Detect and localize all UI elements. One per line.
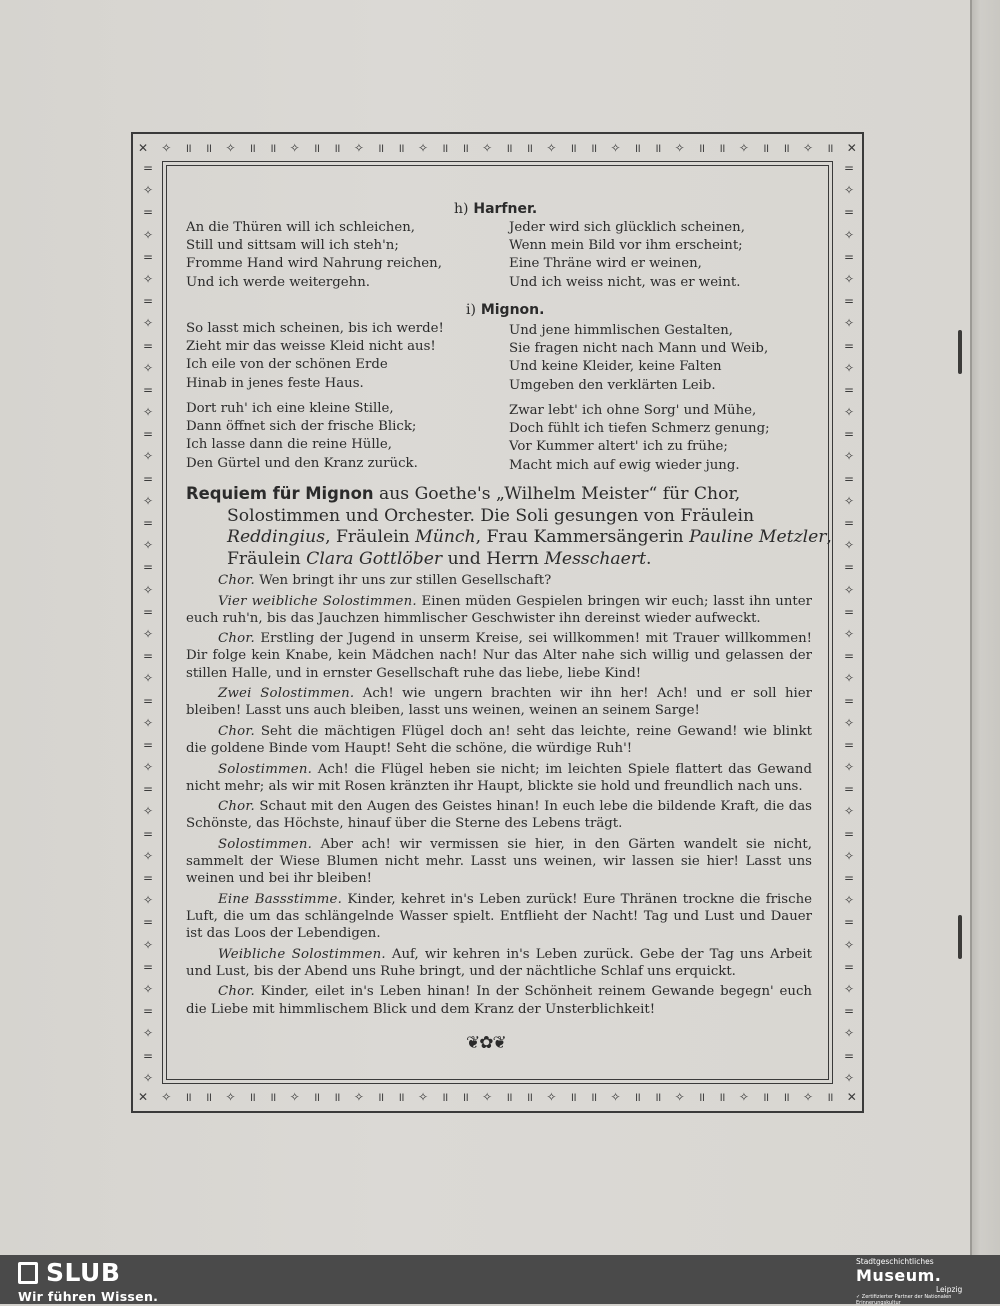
dialogue-text: Einen müden Gespielen bringen wir euch; lasst ihn unter euch ruh'n, bis das Jauchzen himmlischer Geschwister ihn dereinst wieder aufweckt. bbox=[186, 593, 812, 626]
museum-city: Leipzig bbox=[936, 1285, 963, 1294]
frame-ornament-glyph: ॥ bbox=[377, 1090, 385, 1104]
frame-ornament-glyph: = bbox=[142, 249, 154, 264]
frame-ornament-glyph: ॥ bbox=[697, 1090, 706, 1104]
frame-ornament-glyph: ॥ bbox=[782, 141, 790, 155]
mignon-verse-left-2: Dort ruh' ich eine kleine Stille, Dann öffnet sich der frische Blick; Ich lasse dann die reine Hülle, Den Gürtel und den Kranz zurück. bbox=[186, 401, 418, 471]
frame-ornament-glyph: ✧ bbox=[142, 893, 154, 908]
frame-ornament-glyph: ॥ bbox=[654, 1090, 662, 1104]
frame-ornament-glyph: ✧ bbox=[843, 1026, 855, 1041]
frame-ornament-glyph: ॥ bbox=[525, 1090, 534, 1104]
frame-ornament-glyph: ॥ bbox=[461, 141, 469, 155]
frame-ornament-glyph: ✧ bbox=[843, 538, 855, 553]
frame-ornament-glyph: ✧ bbox=[843, 582, 855, 597]
dialogue-paragraph bbox=[186, 593, 812, 627]
dialogue-speaker: Chor. bbox=[218, 631, 255, 647]
requiem-title: Requiem für Mignon aus Goethe's „Wilhelm Meister“ für Chor, Solostimmen und Orchester. Die Soli gesungen von Fräulein Reddingius, Fräulein Münch, Frau Kammersängerin Pauline Metzler, Fräulein Clara Gottlöber und Herrn Messchaert. bbox=[186, 484, 832, 569]
frame-ornament-glyph: ॥ bbox=[590, 141, 598, 155]
frame-ornament-glyph: ✧ bbox=[674, 1090, 685, 1104]
slub-logo-icon bbox=[18, 1262, 38, 1284]
frame-ornament-glyph: ✕ bbox=[846, 1090, 857, 1104]
frame-ornament-glyph: ✧ bbox=[843, 981, 855, 996]
frame-ornament-glyph: ✧ bbox=[843, 626, 855, 641]
frame-ornament-glyph: ✧ bbox=[225, 141, 236, 155]
frame-ornament-glyph: ✧ bbox=[482, 1090, 493, 1104]
frame-ornament-glyph: = bbox=[142, 205, 154, 220]
dialogue-paragraph bbox=[186, 983, 812, 1017]
dialogue-paragraph bbox=[186, 798, 812, 832]
frame-ornament-glyph: = bbox=[843, 249, 855, 264]
frame-ornament-glyph: ॥ bbox=[569, 1090, 577, 1104]
frame-ornament-glyph: ✧ bbox=[843, 227, 855, 242]
frame-ornament-glyph: = bbox=[142, 693, 154, 708]
frame-ornament-glyph: = bbox=[843, 161, 855, 175]
mignon-verse-right-1: Und jene himmlischen Gestalten, Sie fragen nicht nach Mann und Weib, Und keine Kleider, keine Falten Umgeben den verklärten Leib. bbox=[509, 323, 769, 393]
dialogue-text: Ach! wie ungern brachten wir ihn her! Ach! und er soll hier bleiben! Lasst uns auch bleiben, lasst uns weinen, weinen an seinem Sarge! bbox=[186, 686, 812, 719]
dialogue-text: Kinder, eilet in's Leben hinan! In der Schönheit reinem Gewande begegn' euch die Liebe mit himmlischem Blick und dem Kranz der Unsterblichkeit! bbox=[186, 984, 812, 1017]
frame-ornament-glyph: ✧ bbox=[142, 715, 154, 730]
museum-certification: ✓ Zertifizierter Partner der Nationalen Erinnerungskultur bbox=[856, 1294, 952, 1306]
frame-ornament-right bbox=[836, 162, 862, 1084]
frame-ornament-glyph: ॥ bbox=[377, 141, 385, 155]
frame-ornament-glyph: = bbox=[843, 560, 855, 575]
frame-ornament-left bbox=[135, 162, 161, 1084]
dialogue-paragraph bbox=[186, 946, 812, 980]
next-page-edge bbox=[970, 0, 1000, 1255]
frame-ornament-glyph: ✧ bbox=[142, 360, 154, 375]
frame-ornament-glyph: ✧ bbox=[142, 316, 154, 331]
frame-ornament-glyph: = bbox=[843, 205, 855, 220]
frame-ornament-glyph: ✧ bbox=[610, 141, 621, 155]
section-heading-mignon: i) Mignon. bbox=[466, 302, 545, 318]
dialogue-paragraph bbox=[186, 630, 812, 682]
frame-ornament-glyph: = bbox=[843, 959, 855, 974]
frame-ornament-glyph: ॥ bbox=[590, 1090, 598, 1104]
frame-ornament-glyph: = bbox=[142, 649, 154, 664]
frame-ornament-glyph: ॥ bbox=[205, 141, 213, 155]
frame-ornament-glyph: = bbox=[843, 604, 855, 619]
frame-ornament-glyph: = bbox=[843, 693, 855, 708]
frame-ornament-glyph: ✧ bbox=[843, 493, 855, 508]
frame-ornament-glyph: ✧ bbox=[610, 1090, 621, 1104]
frame-ornament-glyph: ॥ bbox=[505, 1090, 513, 1104]
dialogue-speaker: Chor. bbox=[218, 723, 255, 739]
frame-ornament-glyph: = bbox=[843, 871, 855, 885]
dialogue-text: Auf, wir kehren in's Leben zurück. Gebe der Tag uns Arbeit und Lust, bis der Abend uns Ruhe bringt, und der nächtliche Schlaf uns erquickt. bbox=[186, 946, 812, 979]
frame-ornament-glyph: ✧ bbox=[417, 1090, 429, 1104]
frame-ornament-glyph: = bbox=[843, 915, 855, 930]
frame-ornament-glyph: = bbox=[142, 294, 154, 309]
frame-ornament-glyph: ✧ bbox=[225, 1090, 236, 1104]
frame-ornament-glyph: ✧ bbox=[843, 760, 855, 775]
slub-logo-text: SLUB bbox=[46, 1258, 121, 1287]
frame-ornament-glyph: ✧ bbox=[482, 141, 493, 155]
frame-ornament-glyph: ॥ bbox=[782, 1090, 790, 1104]
frame-ornament-glyph: ॥ bbox=[248, 1090, 256, 1104]
frame-ornament-glyph: ॥ bbox=[505, 141, 513, 155]
frame-ornament-glyph: ॥ bbox=[697, 141, 706, 155]
frame-ornament-glyph: ✧ bbox=[546, 1090, 557, 1104]
frame-ornament-glyph: = bbox=[843, 516, 855, 530]
frame-ornament-glyph: ✧ bbox=[142, 937, 154, 952]
frame-ornament-glyph: = bbox=[142, 959, 154, 974]
frame-ornament-glyph: = bbox=[843, 826, 855, 841]
frame-ornament-glyph: ✧ bbox=[353, 141, 364, 155]
frame-ornament-glyph: = bbox=[843, 427, 855, 442]
frame-ornament-glyph: ✧ bbox=[843, 804, 855, 819]
frame-ornament-glyph: ✧ bbox=[843, 715, 855, 730]
frame-ornament-glyph: ✧ bbox=[843, 271, 855, 286]
frame-ornament-glyph: ✧ bbox=[546, 141, 557, 155]
staple-top bbox=[958, 330, 962, 374]
frame-ornament-glyph: ॥ bbox=[718, 141, 726, 155]
frame-ornament-glyph: ॥ bbox=[184, 1090, 192, 1104]
dialogue-paragraph bbox=[186, 572, 812, 589]
frame-ornament-glyph: = bbox=[142, 382, 154, 397]
dialogue-text: Kinder, kehret in's Leben zurück! Eure Thränen trockne die frische Luft, die um das schlängelnde Wasser spielt. Entflieht der Nacht! Tag und Lust und Dauer ist das Loos der Lebendigen. bbox=[186, 891, 812, 942]
frame-ornament-glyph: ॥ bbox=[762, 1090, 770, 1104]
frame-ornament-glyph: ✧ bbox=[843, 360, 855, 375]
frame-ornament-glyph: ✧ bbox=[142, 1026, 154, 1041]
frame-ornament-glyph: ✧ bbox=[142, 183, 154, 198]
mignon-verse-left-1: So lasst mich scheinen, bis ich werde! Zieht mir das weisse Kleid nicht aus! Ich eile von der schönen Erde Hinab in jenes feste Haus. bbox=[186, 321, 444, 391]
frame-ornament-glyph: = bbox=[843, 1004, 855, 1019]
frame-ornament-glyph: ✧ bbox=[738, 141, 749, 155]
dialogue-text: Ach! die Flügel heben sie nicht; im leichten Spiele flattert das Gewand nicht mehr; als wir mit Rosen kränzten ihr Haupt, blickte sie hold und freundlich nach uns. bbox=[186, 761, 812, 794]
staple-bottom bbox=[958, 915, 962, 959]
frame-ornament-glyph: ✧ bbox=[142, 493, 154, 508]
frame-ornament-top bbox=[138, 135, 857, 161]
frame-ornament-glyph: ✧ bbox=[161, 141, 172, 155]
frame-ornament-glyph: ✧ bbox=[843, 671, 855, 686]
frame-ornament-glyph: ॥ bbox=[184, 141, 192, 155]
frame-ornament-glyph: ✕ bbox=[138, 141, 149, 155]
frame-ornament-glyph: ॥ bbox=[461, 1090, 469, 1104]
frame-ornament-glyph: ॥ bbox=[633, 141, 641, 155]
frame-ornament-glyph: ॥ bbox=[333, 141, 341, 155]
frame-ornament-glyph: ✧ bbox=[803, 1090, 814, 1104]
slub-branding bbox=[18, 1258, 158, 1304]
frame-ornament-glyph: ॥ bbox=[633, 1090, 641, 1104]
frame-ornament-glyph: ✧ bbox=[142, 981, 154, 996]
frame-ornament-glyph: ✧ bbox=[843, 848, 855, 863]
dialogue-speaker: Solostimmen. bbox=[218, 761, 313, 777]
frame-ornament-glyph: ॥ bbox=[441, 1090, 449, 1104]
frame-ornament-glyph: = bbox=[843, 338, 855, 353]
frame-ornament-glyph: ॥ bbox=[441, 141, 449, 155]
frame-ornament-glyph: = bbox=[843, 294, 855, 309]
dialogue-speaker: Eine Bassstimme. bbox=[218, 891, 343, 907]
frame-ornament-glyph: ✧ bbox=[417, 141, 429, 155]
dialogue-speaker: Chor. bbox=[218, 799, 255, 815]
dialogue-text: Schaut mit den Augen des Geistes hinan! In euch lebe die bildende Kraft, die das Schönste, das Höchste, hinauf über die Sterne des Lebens trägt. bbox=[186, 799, 812, 832]
frame-ornament-bottom bbox=[138, 1084, 857, 1110]
frame-ornament-glyph: ✧ bbox=[843, 405, 855, 420]
frame-ornament-glyph: ✧ bbox=[142, 804, 154, 819]
frame-ornament-glyph: = bbox=[142, 871, 154, 885]
frame-ornament-glyph: ✧ bbox=[142, 271, 154, 286]
frame-ornament-glyph: ✧ bbox=[843, 183, 855, 198]
frame-ornament-glyph: ✧ bbox=[142, 760, 154, 775]
frame-ornament-glyph: ॥ bbox=[269, 141, 277, 155]
frame-ornament-glyph: ✧ bbox=[142, 405, 154, 420]
frame-ornament-glyph: ✧ bbox=[803, 141, 814, 155]
frame-ornament-glyph: ✧ bbox=[843, 1070, 855, 1085]
frame-ornament-glyph: = bbox=[843, 382, 855, 397]
frame-ornament-glyph: ✧ bbox=[843, 449, 855, 464]
frame-ornament-glyph: ✧ bbox=[843, 316, 855, 331]
dialogue-paragraph bbox=[186, 723, 812, 757]
frame-ornament-glyph: = bbox=[843, 737, 855, 752]
frame-ornament-glyph: = bbox=[142, 338, 154, 353]
dialogue-speaker: Chor. bbox=[218, 984, 255, 1000]
frame-ornament-glyph: ✧ bbox=[142, 227, 154, 242]
dialogue-text: Erstling der Jugend in unserm Kreise, sei willkommen! mit Trauer willkommen! Dir folge kein Knabe, kein Mädchen nach! Nur das Alter nahe sich willig und gelassen der stillen Halle, und in ernster Gesellschaft ruhe das liebe, liebe Kind! bbox=[186, 631, 812, 681]
section-heading-harfner: h) Harfner. bbox=[454, 201, 538, 217]
frame-ornament-glyph: ✧ bbox=[161, 1090, 172, 1104]
frame-ornament-glyph: = bbox=[142, 427, 154, 442]
slub-tagline: Wir führen Wissen. bbox=[18, 1289, 159, 1304]
frame-ornament-glyph: = bbox=[142, 1048, 154, 1063]
dialogue-paragraph bbox=[186, 891, 812, 943]
frame-ornament-glyph: ✧ bbox=[142, 538, 154, 553]
frame-ornament-glyph: ॥ bbox=[312, 141, 321, 155]
frame-ornament-glyph: = bbox=[843, 649, 855, 664]
frame-ornament-glyph: = bbox=[843, 782, 855, 797]
frame-ornament-glyph: ✧ bbox=[843, 937, 855, 952]
dialogue-speaker: Vier weibliche Solostimmen. bbox=[218, 593, 417, 609]
dialogue-text: Aber ach! wir vermissen sie hier, in den Gärten wandelt sie nicht, sammelt der Wiese Blumen nicht mehr. Lasst uns weinen, wir lassen sie hier! Lasst uns weinen und bei ihr bleiben! bbox=[186, 836, 812, 887]
frame-ornament-glyph: ॥ bbox=[826, 1090, 834, 1104]
frame-ornament-glyph: ✧ bbox=[674, 141, 685, 155]
frame-ornament-glyph: = bbox=[142, 516, 154, 530]
frame-ornament-glyph: ✧ bbox=[142, 626, 154, 641]
frame-ornament-glyph: ॥ bbox=[312, 1090, 321, 1104]
frame-ornament-glyph: = bbox=[142, 1004, 154, 1019]
dialogue-speaker: Weibliche Solostimmen. bbox=[218, 946, 386, 962]
frame-ornament-glyph: ✧ bbox=[289, 141, 300, 155]
frame-ornament-glyph: ✧ bbox=[142, 582, 154, 597]
harfner-verse-right: Jeder wird sich glücklich scheinen, Wenn mein Bild vor ihm erscheint; Eine Thräne wird er weinen, Und ich weiss nicht, was er weint. bbox=[509, 220, 745, 290]
frame-ornament-glyph: ॥ bbox=[826, 141, 834, 155]
frame-ornament-glyph: ✧ bbox=[142, 671, 154, 686]
museum-name: Museum. bbox=[856, 1266, 942, 1285]
frame-ornament-glyph: ॥ bbox=[205, 1090, 213, 1104]
frame-ornament-glyph: ✧ bbox=[353, 1090, 364, 1104]
frame-ornament-glyph: ॥ bbox=[718, 1090, 726, 1104]
museum-small-label: Stadtgeschichtliches bbox=[856, 1257, 934, 1266]
dialogue-text: Seht die mächtigen Flügel doch an! seht das leichte, reine Gewand! wie blinkt die goldene Binde vom Haupt! Seht die schöne, die würdige Ruh'! bbox=[186, 723, 812, 757]
frame-ornament-glyph: ✧ bbox=[142, 449, 154, 464]
frame-ornament-glyph: ✧ bbox=[738, 1090, 749, 1104]
frame-ornament-glyph: ॥ bbox=[397, 141, 405, 155]
requiem-dialogue bbox=[186, 572, 812, 1021]
frame-ornament-glyph: ✧ bbox=[142, 1070, 154, 1085]
frame-ornament-glyph: = bbox=[142, 737, 154, 752]
frame-ornament-glyph: = bbox=[142, 826, 154, 841]
floral-vignette: ❦✿❦ bbox=[466, 1033, 506, 1053]
frame-ornament-glyph: ✕ bbox=[846, 141, 857, 155]
dialogue-speaker: Chor. bbox=[218, 573, 255, 588]
museum-branding bbox=[856, 1257, 986, 1306]
frame-ornament-glyph: ॥ bbox=[269, 1090, 277, 1104]
dialogue-paragraph bbox=[186, 836, 812, 888]
frame-ornament-glyph: = bbox=[142, 604, 154, 619]
dialogue-speaker: Solostimmen. bbox=[218, 836, 313, 852]
dialogue-paragraph bbox=[186, 685, 812, 719]
harfner-verse-left: An die Thüren will ich schleichen, Still und sittsam will ich steh'n; Fromme Hand wird Nahrung reichen, Und ich werde weitergehn. bbox=[186, 220, 442, 290]
frame-ornament-glyph: ✧ bbox=[289, 1090, 300, 1104]
frame-ornament-glyph: ॥ bbox=[525, 141, 534, 155]
frame-ornament-glyph: ॥ bbox=[397, 1090, 405, 1104]
frame-ornament-glyph: ✧ bbox=[142, 848, 154, 863]
frame-ornament-glyph: ✕ bbox=[138, 1090, 149, 1104]
frame-ornament-glyph: = bbox=[142, 782, 154, 797]
frame-ornament-glyph: ॥ bbox=[762, 141, 770, 155]
frame-ornament-glyph: ॥ bbox=[248, 141, 256, 155]
frame-ornament-glyph: = bbox=[142, 471, 154, 486]
mignon-verse-right-2: Zwar lebt' ich ohne Sorg' und Mühe, Doch fühlt ich tiefen Schmerz genung; Vor Kummer altert' ich zu frühe; Macht mich auf ewig wieder jung. bbox=[509, 403, 770, 473]
dialogue-speaker: Zwei Solostimmen. bbox=[218, 686, 355, 702]
frame-ornament-glyph: = bbox=[142, 161, 154, 175]
frame-ornament-glyph: = bbox=[142, 560, 154, 575]
frame-ornament-glyph: = bbox=[843, 1048, 855, 1063]
frame-ornament-glyph: = bbox=[843, 471, 855, 486]
dialogue-paragraph bbox=[186, 761, 812, 795]
frame-ornament-glyph: ॥ bbox=[569, 141, 577, 155]
frame-ornament-glyph: ॥ bbox=[333, 1090, 341, 1104]
frame-ornament-glyph: ॥ bbox=[654, 141, 662, 155]
frame-ornament-glyph: = bbox=[142, 915, 154, 930]
frame-ornament-glyph: ✧ bbox=[843, 893, 855, 908]
dialogue-text: Wen bringt ihr uns zur stillen Gesellschaft? bbox=[254, 573, 552, 588]
